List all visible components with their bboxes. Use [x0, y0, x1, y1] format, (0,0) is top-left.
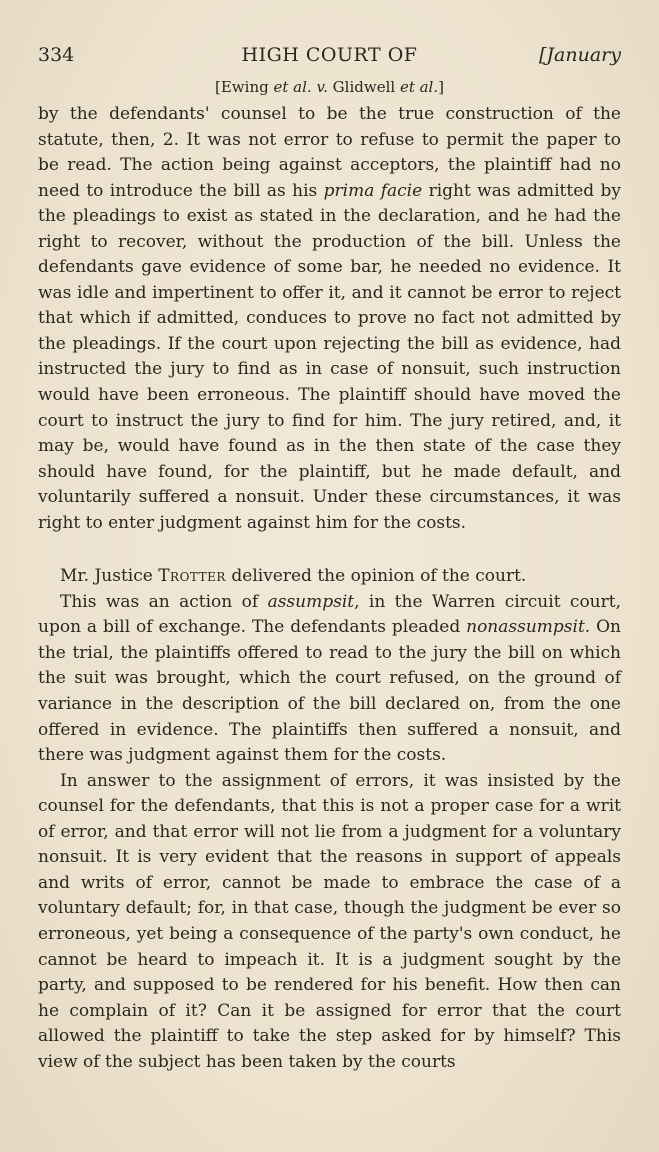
caption-et-al-2: et al. — [399, 78, 439, 96]
paragraph-spacer — [38, 536, 621, 564]
caption-open: [Ewing — [215, 78, 274, 96]
p1-text-a: by the defendants' counsel to be the true construction of the statute, then, 2. It was not error to refuse to permit the paper to be read. The action being against acceptors, the plaintiff had no need to introduce the bill as his — [38, 104, 621, 201]
p3-nonassumpsit: nonassumpsit. — [466, 617, 591, 638]
p3-assumpsit: assumpsit — [267, 591, 355, 612]
p3-text-a: This was an action of — [60, 591, 268, 612]
page-number: 334 — [38, 44, 75, 66]
p3-text-e: On the trial, the plaintiffs offered to read to the jury the bill on which the suit was brought, which the court refused, on the ground of variance in the description of the bill declared on, from the one offered in evidence. The plaintiffs then suffered a nonsuit, and there was judgment against them for the costs. — [38, 617, 621, 766]
p3-text-c: , in the Warren circuit court, upon a bill of exchange. The defendants pleaded — [38, 591, 621, 638]
p1-prima-facie: prima facie — [323, 180, 423, 201]
running-head — [38, 40, 621, 74]
caption-et-al-1: et al. — [273, 78, 312, 96]
p1-text-c: right was admitted by the pleadings to exist as stated in the declaration, and he had the right to recover, without the production of the bill. Unless the defendants gave evidence of some bar, he needed no evidence. It was idle and impertinent to offer it, and it cannot be error to reject that which if admitted, conduces to prove no fact not admitted by the pleadings. If the court upon rejecting the bill as evidence, had instructed the jury to find as in case of nonsuit, such instruction would have been erroneous. The plaintiff should have moved the court to instruct the jury to find for him. The jury retired, and, it may be, would have found as in the then state of the case they should have found, for the plaintiff, but he made default, and voluntarily suffered a nonsuit. Under these circumstances, it was right to enter judgment against him for the costs. — [38, 180, 621, 533]
p2-text-a: Mr. Justice — [60, 566, 159, 587]
body-text — [38, 102, 621, 1075]
running-title: HIGH COURT OF — [241, 44, 418, 66]
p2-justice-name: Trotter — [158, 566, 226, 587]
p4-text-a: In answer to the assignment of errors, it was insisted by the counsel for the defendants, that this is not a proper case for a writ of error, and that error will not lie from a judgment for a voluntary nonsuit. It is very evident that the reasons in support of appeals and writs of error, cannot be made to embrace the case of a voluntary default; for, in that case, though the judgment be ever so erroneous, yet being a consequence of the party's own conduct, he cannot be heard to impeach it. It is a judgment sought by the party, and supposed to be rendered for his benefit. How then can he complain of it? Can it be assigned for error that the court allowed the plaintiff to take the step asked for by himself? This view of the subject has been taken by the courts — [38, 770, 621, 1072]
caption-close: ] — [438, 78, 444, 96]
p2-text-c: delivered the opinion of the court. — [225, 566, 527, 587]
running-month: [January — [539, 44, 621, 66]
paragraph-argument — [38, 102, 621, 536]
case-caption — [38, 74, 621, 102]
paragraph-opinion-intro — [38, 564, 621, 590]
paragraph-facts — [38, 590, 621, 769]
caption-versus: v. — [311, 78, 333, 96]
caption-name-2: Glidwell — [332, 78, 400, 96]
paragraph-answer — [38, 769, 621, 1076]
